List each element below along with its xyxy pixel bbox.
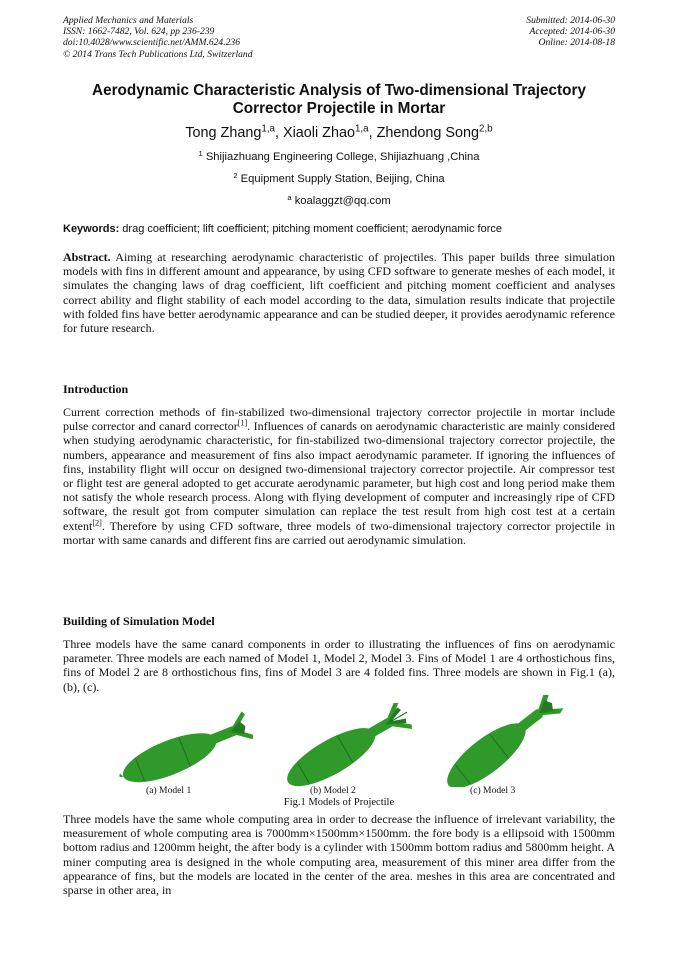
author-name: Xiaoli Zhao	[282, 125, 355, 141]
paper-title	[40, 82, 638, 118]
keywords	[63, 222, 618, 236]
figure-subcaption-b: (b) Model 2	[310, 785, 356, 796]
author-name: Tong Zhang	[185, 125, 262, 141]
journal-header	[63, 15, 253, 60]
affiliation-email	[40, 194, 638, 208]
citation-2: [2]	[92, 518, 102, 528]
intro-text-2: . Influences of canards on aerodynamic characteristic are mainly considered when studying aerodynamic characteristic, for fin-stabilized two-dimensional trajectory corrector projectile, the numbers, appearance and measurement of fins also impact aerodynamic parameter. If ignoring the influences of fins, instability flight will occur on designed two-dimensional trajectory corrector projectile. Air compressor test or flight test are general adopted to get accurate aerodynamic parameter, but high cost and long period make them not satisfy the whole research process. Along with flying development of computer and increasingly ripe of CFD software, the result got from computer simulation can replace the test result from high cost test at a certain extent	[63, 419, 616, 533]
simulation-model-paragraph: Three models have the same canard components in order to illustrating the influences of fins on aerodynamic parameter. Three models are each named of Model 1, Model 2, Model 3. Fins of Model 1 are 4 orthostichous fins, fins of Model 2 are 8 orthostichous fins, fins of Model 3 are 4 folded fins. Three models are shown in Fig.1 (a), (b), (c).	[63, 637, 615, 694]
abstract	[63, 250, 615, 335]
figure-subcaption-a: (a) Model 1	[146, 785, 192, 796]
keywords-text: drag coefficient; lift coefficient; pitching moment coefficient; aerodynamic force	[119, 223, 503, 235]
affiliation-mark: 2	[233, 170, 238, 180]
figure-1-caption: Fig.1 Models of Projectile	[283, 797, 395, 808]
affiliation-2	[40, 172, 638, 186]
citation-1: [1]	[237, 418, 248, 428]
affiliation-1	[40, 150, 638, 164]
author-affiliation-mark: 2,b	[479, 123, 493, 135]
affiliation-mark: a	[287, 192, 292, 202]
intro-text-3: . Therefore by using CFD software, three models of two-dimensional trajectory corrector projectile in mortar with same canards and different fins are carried out aerodynamic simulation.	[63, 518, 615, 547]
online-date: Online: 2014-08-18	[538, 37, 615, 49]
abstract-label: Abstract.	[63, 250, 111, 264]
author-affiliation-mark: 1,a	[354, 123, 369, 135]
journal-name: Applied Mechanics and Materials	[63, 15, 194, 26]
figure-subcaption-c: (c) Model 3	[470, 785, 516, 796]
journal-doi: doi:10.4028/www.scientific.net/AMM.624.236	[63, 37, 241, 49]
introduction-paragraph	[63, 405, 615, 547]
author-list: Tong Zhang$^{1,a}$, Xiaoli Zhao$^{1,a}$, Zhendong Song$^{2,b}$	[185, 123, 493, 141]
section-heading-introduction: Introduction	[63, 382, 129, 396]
accepted-date: Accepted: 2014-06-30	[529, 26, 615, 38]
author-email: koalaggzt@qq.com	[294, 195, 391, 207]
model-1-projectile-image	[106, 711, 256, 786]
model-3-projectile-image	[422, 695, 572, 787]
affiliation-mark: 1	[198, 148, 203, 158]
title-line-2: Corrector Projectile in Mortar	[232, 100, 446, 117]
submitted-date: Submitted: 2014-06-30	[526, 15, 615, 26]
author-affiliation-mark: 1,a	[261, 123, 275, 135]
title-line-1: Aerodynamic Characteristic Analysis of Two-dimensional Trajectory	[92, 82, 586, 99]
affiliation-text: Shijiazhuang Engineering College, Shijiazhuang ,China	[205, 151, 480, 163]
abstract-text: Aiming at researching aerodynamic characteristic of projectiles. This paper builds three simulation models with fins in different amount and appearance, by using CFD software to generate meshes of each model, it simulates the changing laws of drag coefficient, lift coefficient and pitching moment coefficient and analyses correct ability and flight stability of each model according to the data, simulation results indicate that projectile with folded fins have better aerodynamic appearance and can be studied deeper, it provides aerodynamic reference for future research.	[63, 250, 615, 336]
submission-dates	[526, 15, 615, 49]
intro-text-1: Current correction methods of fin-stabilized two-dimensional trajectory corrector projectile in mortar include pulse corrector and canard corrector	[63, 405, 615, 434]
author-name: Zhendong Song	[376, 125, 480, 141]
journal-issn: ISSN: 1662-7482, Vol. 624, pp 236-239	[63, 26, 215, 38]
model-2-projectile-image	[266, 703, 416, 788]
computing-area-paragraph: Three models have the same whole computing area in order to decrease the influence of irrelevant variability, the measurement of whole computing area is 7000mm×1500mm×1500mm. the fore body is a ellipsoid with 1500mm bottom radius and 1200mm height, the after body is a cylinder with 1500mm bottom radius and 5800mm height. A miner computing area is designed in the whole computing area, measurement of this miner area differ from the appearance of fins, but the models are located in the center of the area. meshes in this area are concentrated and sparse in other area, in	[63, 812, 615, 898]
affiliation-text: Equipment Supply Station, Beijing, China	[240, 173, 445, 185]
section-heading-simulation-model: Building of Simulation Model	[63, 614, 215, 628]
keywords-label: Keywords:	[63, 223, 120, 235]
journal-copyright: © 2014 Trans Tech Publications Ltd, Switzerland	[63, 48, 253, 60]
